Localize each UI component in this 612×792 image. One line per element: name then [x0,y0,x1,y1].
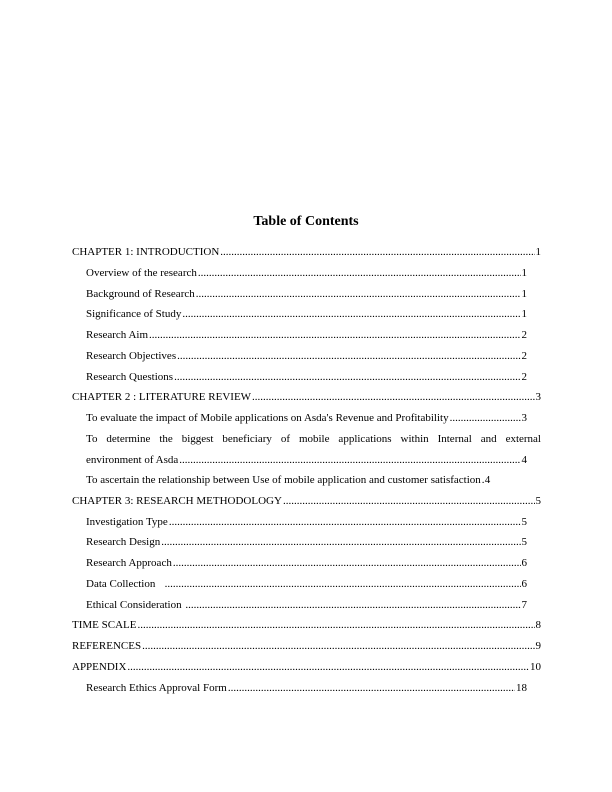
dot-leader [177,346,520,366]
dot-leader [252,387,534,407]
toc-entry-label: APPENDIX [72,661,127,673]
toc-entry-page: 8 [535,619,541,631]
dot-leader [182,304,520,324]
toc-entry-page: 4 [484,474,491,486]
toc-entry-label: environment of Asda [86,454,179,466]
toc-entry-label: Research Questions [86,371,174,383]
toc-entry-research-approach[interactable] [86,553,527,573]
toc-entry-time-scale[interactable] [72,615,541,635]
toc-entry-page: 2 [521,350,527,362]
dot-leader [137,615,534,635]
toc-entry-overview[interactable] [86,263,527,283]
toc-entry-label: REFERENCES [72,640,142,652]
toc-entry-page: 3 [521,412,527,424]
dot-leader [283,491,535,511]
toc-entry-label: Overview of the research [86,267,197,279]
toc-entry-beneficiary[interactable] [86,450,527,470]
dot-leader [174,367,520,387]
toc-entry-chapter-2[interactable] [72,387,541,407]
dot-leader [228,678,515,698]
toc-entry-page: 6 [521,578,527,590]
toc-entry-label: Research Approach [86,557,172,569]
toc-entry-page: 10 [530,661,541,673]
toc-entry-page: 1 [521,308,527,320]
toc-entry-page: 5 [521,536,527,548]
toc-entry-label: Research Objectives [86,350,177,362]
toc-entry-references[interactable] [72,636,541,656]
toc-entry-label: CHAPTER 1: INTRODUCTION [72,246,220,258]
document-title: Table of Contents [253,214,359,229]
toc-entry-page: 2 [521,329,527,341]
toc-entry-page: 5 [535,495,541,507]
toc-entry-label: Research Design [86,536,161,548]
toc-entry-label: Investigation Type [86,516,168,528]
toc-entry-page: 6 [521,557,527,569]
toc-entry-research-aim[interactable] [86,325,527,345]
toc-entry-label: TIME SCALE [72,619,137,631]
toc-entry-page: 2 [521,371,527,383]
dot-leader [127,657,529,677]
dot-leader [450,408,521,428]
toc-entry-chapter-1[interactable] [72,242,541,262]
toc-entry-beneficiary-line1[interactable]: To determine the biggest beneficiary of mobile applications within Internal and external [86,433,541,445]
dot-leader [142,636,534,656]
toc-entry-page: 9 [535,640,541,652]
toc-entry-page: 1 [521,288,527,300]
dot-leader [179,450,520,470]
dot-leader [165,574,521,594]
toc-entry-label: To evaluate the impact of Mobile applications on Asda's Revenue and Profitability [86,412,449,424]
toc-entry-evaluate-impact[interactable] [86,408,527,428]
toc-entry-data-collection[interactable] [86,574,527,594]
toc-entry-page: 3 [535,391,541,403]
dot-leader [196,284,521,304]
toc-entry-label: CHAPTER 2 : LITERATURE REVIEW [72,391,252,403]
toc-entry-appendix[interactable] [72,657,541,677]
toc-entry-background[interactable] [86,284,527,304]
toc-entry-label: Significance of Study [86,308,182,320]
dot-leader [185,595,520,615]
toc-entry-label: Research Aim [86,329,149,341]
toc-entry-page: 1 [535,246,541,258]
toc-entry-research-design[interactable] [86,532,527,552]
toc-entry-label: Research Ethics Approval Form [86,682,227,694]
toc-entry-investigation-type[interactable] [86,512,527,532]
toc-entry-label: To ascertain the relationship between Use of mobile application and customer satisfaction [86,474,481,486]
toc-entry-label: Data Collection [86,578,164,590]
toc-entry-significance[interactable] [86,304,527,324]
toc-entry-page: 7 [521,599,527,611]
dot-leader [173,553,521,573]
dot-leader [198,263,521,283]
toc-entry-page: 4 [521,454,527,466]
toc-entry-research-questions[interactable] [86,367,527,387]
toc-entry-page: 5 [521,516,527,528]
toc-entry-label: Background of Research [86,288,195,300]
toc-entry-ethical-consideration[interactable] [86,595,527,615]
dot-leader [161,532,520,552]
dot-leader [149,325,520,345]
dot-leader [220,242,534,262]
toc-entry-research-objectives[interactable] [86,346,527,366]
toc-entry-ascertain-relationship[interactable] [86,470,527,490]
toc-entry-chapter-3[interactable] [72,491,541,511]
toc-entry-label: CHAPTER 3: RESEARCH METHODOLOGY [72,495,282,507]
toc-entry-ethics-approval-form[interactable] [86,678,527,698]
toc-entry-page: 18 [516,682,527,694]
dot-leader [482,470,484,490]
dot-leader [169,512,521,532]
toc-entry-page: 1 [521,267,527,279]
toc-entry-label: Ethical Consideration [86,599,185,611]
